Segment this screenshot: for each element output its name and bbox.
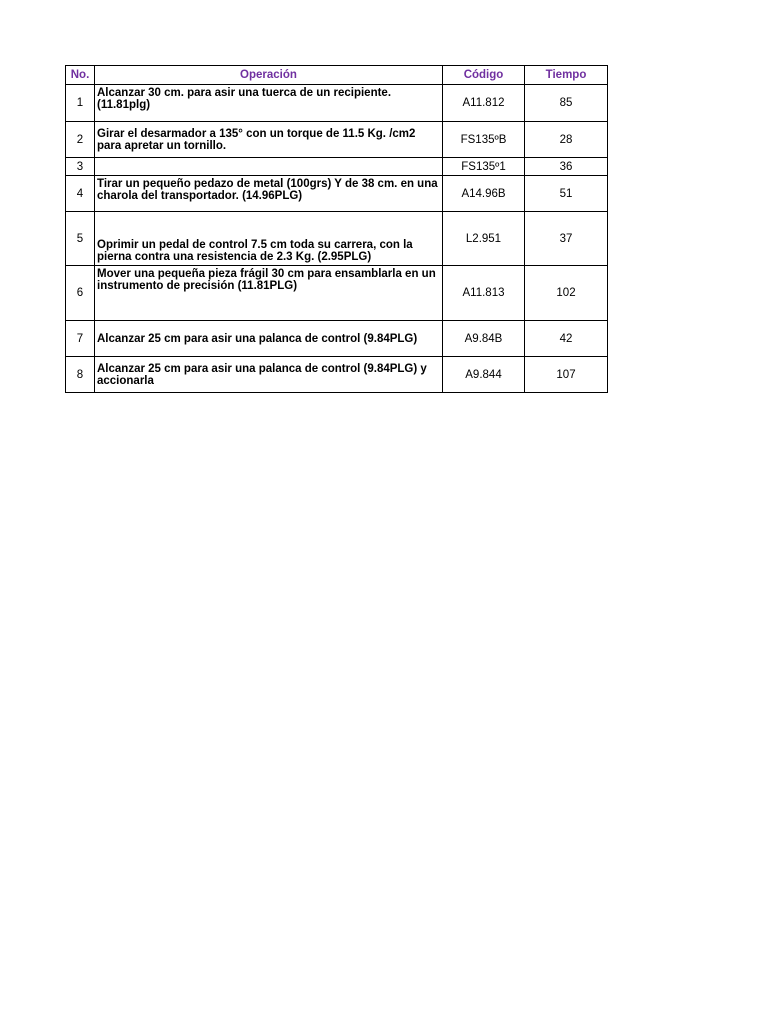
- cell-time[interactable]: 85: [525, 85, 608, 122]
- cell-operation[interactable]: Alcanzar 25 cm para asir una palanca de control (9.84PLG) y accionarla: [95, 357, 443, 393]
- cell-operation[interactable]: Alcanzar 25 cm para asir una palanca de control (9.84PLG): [95, 321, 443, 357]
- header-code: Código: [443, 66, 525, 85]
- operations-table: [65, 65, 608, 393]
- header-operation: Operación: [95, 66, 443, 85]
- table-row: [66, 321, 608, 357]
- cell-time[interactable]: 107: [525, 357, 608, 393]
- cell-operation[interactable]: Oprimir un pedal de control 7.5 cm toda su carrera, con la pierna contra una resistencia de 2.3 Kg. (2.95PLG): [95, 212, 443, 266]
- table-row: [66, 158, 608, 176]
- table-row: [66, 357, 608, 393]
- cell-code[interactable]: A11.812: [443, 85, 525, 122]
- cell-code[interactable]: FS135ºB: [443, 122, 525, 158]
- cell-time[interactable]: 51: [525, 176, 608, 212]
- cell-operation[interactable]: Girar el desarmador a 135° con un torque de 11.5 Kg. /cm2 para apretar un tornillo.: [95, 122, 443, 158]
- cell-operation[interactable]: [95, 158, 443, 176]
- cell-no[interactable]: 3: [66, 158, 95, 176]
- table-row: [66, 85, 608, 122]
- cell-time[interactable]: 42: [525, 321, 608, 357]
- cell-time[interactable]: 36: [525, 158, 608, 176]
- spreadsheet-table-container: [65, 65, 608, 393]
- header-time: Tiempo: [525, 66, 608, 85]
- table-row: [66, 176, 608, 212]
- cell-operation[interactable]: Mover una pequeña pieza frágil 30 cm para ensamblarla en un instrumento de precisión (11.81PLG): [95, 266, 443, 321]
- cell-code[interactable]: L2.951: [443, 212, 525, 266]
- cell-code[interactable]: A9.84B: [443, 321, 525, 357]
- header-row: [66, 66, 608, 85]
- cell-code[interactable]: A11.813: [443, 266, 525, 321]
- cell-no[interactable]: 6: [66, 266, 95, 321]
- cell-operation[interactable]: Alcanzar 30 cm. para asir una tuerca de un recipiente. (11.81plg): [95, 85, 443, 122]
- table-row: [66, 212, 608, 266]
- cell-time[interactable]: 102: [525, 266, 608, 321]
- cell-no[interactable]: 5: [66, 212, 95, 266]
- cell-no[interactable]: 7: [66, 321, 95, 357]
- cell-operation[interactable]: Tirar un pequeño pedazo de metal (100grs) Y de 38 cm. en una charola del transportador. (14.96PLG): [95, 176, 443, 212]
- header-no: No.: [66, 66, 95, 85]
- cell-no[interactable]: 2: [66, 122, 95, 158]
- cell-time[interactable]: 37: [525, 212, 608, 266]
- cell-no[interactable]: 4: [66, 176, 95, 212]
- cell-time[interactable]: 28: [525, 122, 608, 158]
- cell-code[interactable]: A9.844: [443, 357, 525, 393]
- table-row: [66, 122, 608, 158]
- cell-no[interactable]: 1: [66, 85, 95, 122]
- table-row: [66, 266, 608, 321]
- cell-code[interactable]: FS135º1: [443, 158, 525, 176]
- cell-code[interactable]: A14.96B: [443, 176, 525, 212]
- cell-no[interactable]: 8: [66, 357, 95, 393]
